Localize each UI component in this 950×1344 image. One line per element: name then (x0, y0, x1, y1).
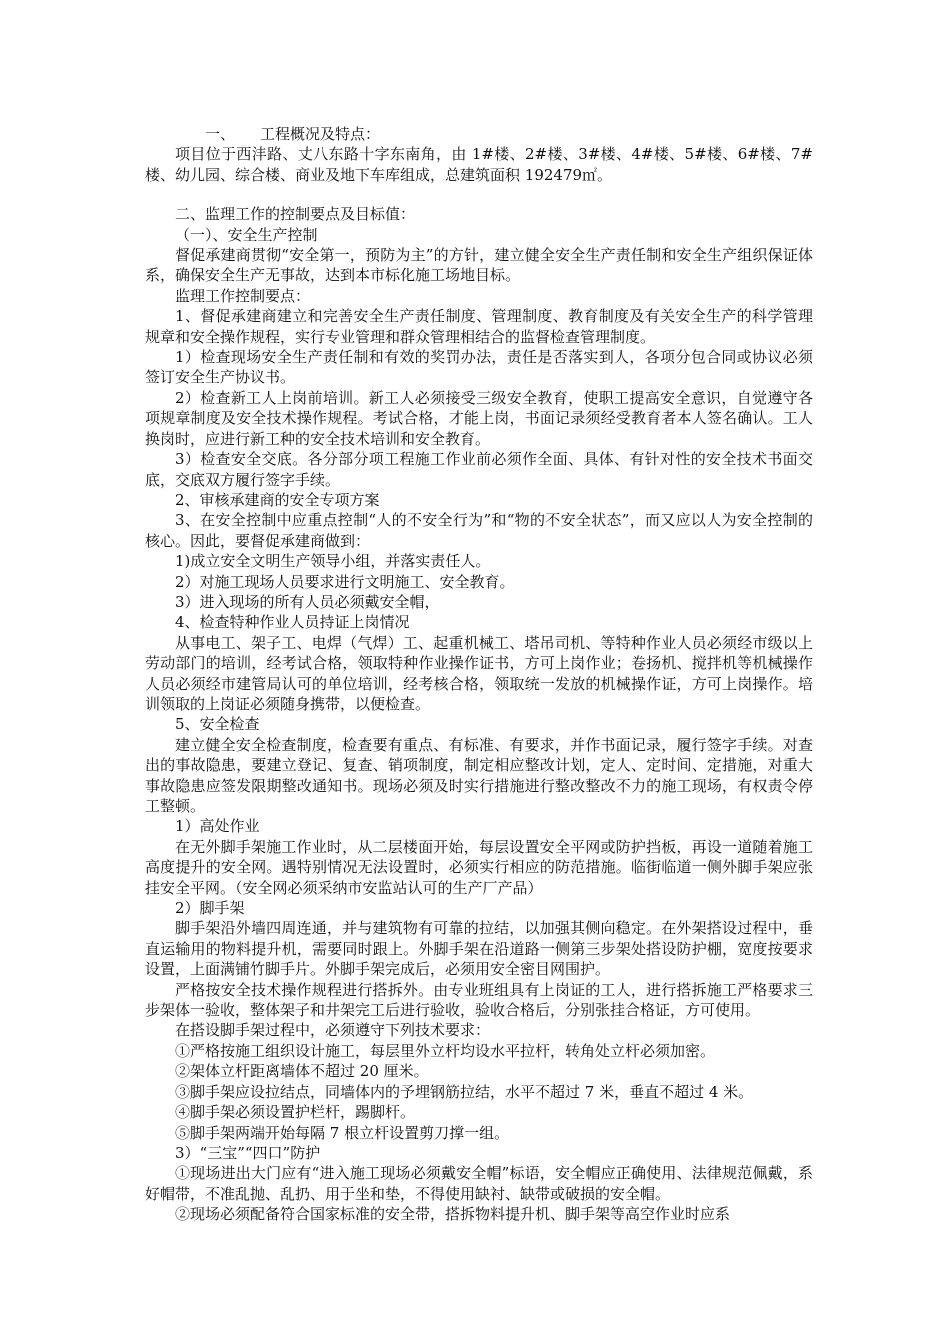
paragraph: 督促承建商贯彻“安全第一，预防为主”的方针，建立健全安全生产责任制和安全生产组织保证体系，确保安全生产无事故，达到本市标化施工场地目标。 (145, 246, 813, 285)
paragraph: 在无外脚手架施工作业时，从二层楼面开始，每层设置安全平网或防护挡板，再设一道随着施工高度提升的安全网。遇特别情况无法设置时，必须实行相应的防范措施。临街临道一侧外脚手架应张挂安全平网。（安全网必须采纳市安监站认可的生产厂产品） (145, 837, 813, 897)
paragraph: 严格按安全技术操作规程进行搭拆外。由专业班组具有上岗证的工人，进行搭拆施工严格要求三步架体一验收，整体架子和井架完工后进行验收，验收合格后，分别张挂合格证，方可使用。 (145, 980, 813, 1020)
paragraph: 从事电工、架子工、电焊（气焊）工、起重机械工、塔吊司机、等特种作业人员必须经市级以上劳动部门的培训，经考试合格，领取特种作业操作证书，方可上岗作业；卷扬机、搅拌机等机械操作人员必须经市建管局认可的单位培训，经考核合格，领取统一发放的机械操作证，方可上岗操作。培训领取的上岗证必须随身携带，以便检查。 (145, 633, 813, 713)
paragraph: 2）检查新工人上岗前培训。新工人必须接受三级安全教育，使职工提高安全意识，自觉遵守各项规章制度及安全技术操作规程。考试合格，才能上岗，书面记录须经受教育者本人签名确认。工人换岗时，应进行新工种的安全技术培训和安全教育。 (145, 388, 813, 448)
section-1-heading (145, 124, 813, 144)
paragraph: 1)成立安全文明生产领导小组，并落实责任人。 (175, 552, 491, 571)
paragraph: 3、在安全控制中应重点控制“人的不安全行为”和“物的不安全状态”，而又应以人为安全控制的核心。因此，要督促承建商做到： (145, 511, 813, 550)
paragraph: 监理工作控制要点： (175, 286, 311, 305)
paragraph: ①严格按施工组织设计施工，每层里外立杆均设水平拉杆，转角处立杆必须加密。 (175, 1041, 716, 1060)
document-body (145, 124, 813, 1225)
paragraph: ④脚手架必须设置护栏杆，踢脚杆。 (175, 1103, 416, 1122)
paragraph: 1、督促承建商建立和完善安全生产责任制度、管理制度、教育制度及有关安全生产的科学管理规章和安全操作规程，实行专业管理和群众管理相结合的监督检查管理制度。 (145, 307, 813, 346)
subsection-safety-heading: （一）、安全生产控制 (175, 225, 318, 244)
paragraph: 建立健全安全检查制度，检查要有重点、有标准、有要求，并作书面记录，履行签字手续。对查出的事故隐患，要建立登记、复查、销项制度，制定相应整改计划，定人、定时间、定措施，对重大事故隐患应签发限期整改通知书。现场必须及时实行措施进行整改整改不力的施工现场，有权责令停工整顿。 (145, 735, 813, 815)
paragraph: 2）对施工现场人员要求进行文明施工、安全教育。 (175, 572, 515, 591)
paragraph: 3）“三宝”“四口”防护 (175, 1143, 321, 1162)
section-1-title: 工程概况及特点： (260, 125, 381, 143)
project-overview: 项目位于西沣路、丈八东路十字东南角，由 1#楼、2#楼、3#楼、4#楼、5#楼、6#楼、7#楼、幼儿园、综合楼、商业及地下车库组成，总建筑面积 192479㎡。 (145, 145, 813, 184)
paragraph: 在搭设脚手架过程中，必须遵守下列技术要求： (175, 1021, 491, 1040)
paragraph: 2）脚手架 (175, 899, 245, 918)
paragraph: 1）高处作业 (175, 817, 260, 836)
paragraph: 5、安全检查 (175, 715, 260, 734)
paragraph: 4、检查特种作业人员持证上岗情况 (175, 613, 410, 632)
paragraph: 脚手架沿外墙四周连通，并与建筑物有可靠的拉结，以加强其侧向稳定。在外架搭设过程中，垂直运输用的物料提升机，需要同时跟上。外脚手架在沿道路一侧第三步架处搭设防护棚，宽度按要求设置，上面满铺竹脚手片。外脚手架完成后，必须用安全密目网围护。 (145, 919, 813, 979)
paragraph: 3）进入现场的所有人员必须戴安全帽， (175, 592, 440, 611)
paragraph: ②架体立杆距离墙体不超过 20 厘米。 (175, 1062, 429, 1081)
paragraph: ②现场必须配备符合国家标准的安全带，搭拆物料提升机、脚手架等高空作业时应系 (175, 1205, 731, 1224)
section-1-number: 一、 (205, 125, 236, 143)
paragraph: ①现场进出大门应有“进入施工现场必须戴安全帽”标语，安全帽应正确使用、法律规范佩戴，系好帽带，不准乱抛、乱扔、用于坐和垫，不得使用缺衬、缺带或破损的安全帽。 (145, 1164, 813, 1203)
paragraph: 2、审核承建商的安全专项方案 (175, 490, 380, 509)
paragraph: 1）检查现场安全生产责任制和有效的奖罚办法，责任是否落实到人，各项分包合同或协议必须签订安全生产协议书。 (145, 348, 813, 387)
blank-line (145, 185, 813, 204)
paragraph: ③脚手架应设拉结点，同墙体内的予埋钢筋拉结，水平不超过 7 米，垂直不超过 4 米。 (175, 1082, 754, 1101)
section-2-heading: 二、监理工作的控制要点及目标值： (175, 205, 416, 224)
paragraph: 3）检查安全交底。各分部分项工程施工作业前必须作全面、具体、有针对性的安全技术书面交底，交底双方履行签字手续。 (145, 450, 813, 489)
paragraph: ⑤脚手架两端开始每隔 7 根立杆设置剪刀撑一组。 (175, 1123, 510, 1142)
